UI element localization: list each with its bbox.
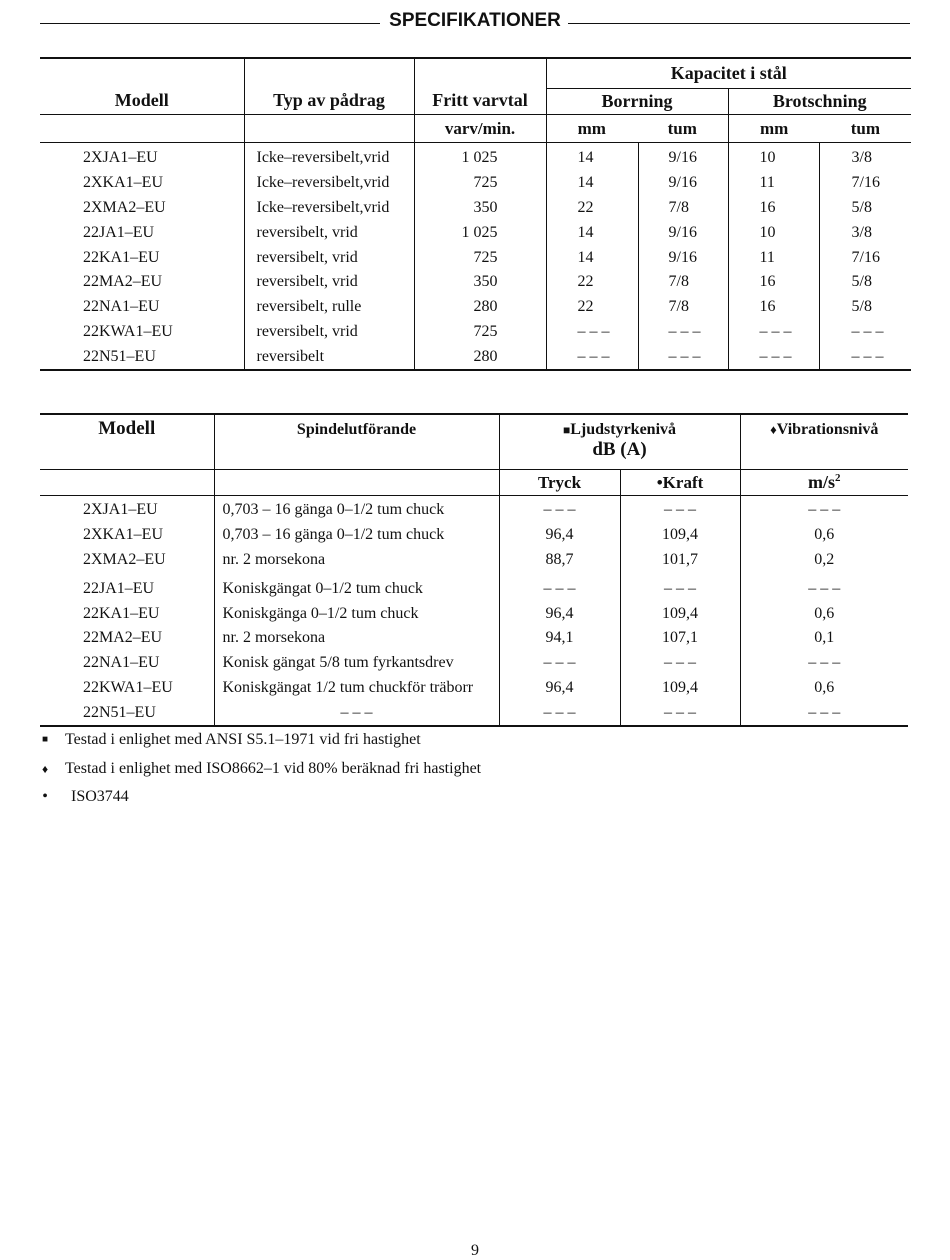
cell-borr-tum: 7/8 bbox=[638, 295, 728, 320]
cell-borr-tum: 9/16 bbox=[638, 220, 728, 245]
square-bullet-icon: ■ bbox=[562, 423, 571, 437]
cell-modell: 22KA1–EU bbox=[83, 248, 160, 266]
cell-typ: reversibelt, rulle bbox=[244, 295, 414, 320]
cell-borr-mm: 22 bbox=[546, 270, 638, 295]
cell-brot-mm: 16 bbox=[728, 270, 819, 295]
cell-tryck: 96,4 bbox=[499, 601, 620, 626]
section-title: SPECIFIKATIONER bbox=[389, 10, 561, 31]
cell-modell: 22N51–EU bbox=[83, 347, 156, 365]
cell-modell: 22JA1–EU bbox=[83, 579, 155, 597]
header2-vib bbox=[740, 414, 908, 470]
table-row bbox=[40, 220, 911, 245]
table-row bbox=[40, 700, 908, 726]
header2-kraft bbox=[620, 470, 740, 496]
cell-borr-tum: 9/16 bbox=[638, 245, 728, 270]
table-row bbox=[40, 626, 908, 651]
cell-kraft: – – – bbox=[620, 651, 740, 676]
cell-brot-tum: 5/8 bbox=[819, 196, 911, 221]
cell-spindel: Koniskgängat 0–1/2 tum chuck bbox=[214, 572, 499, 601]
table-row bbox=[40, 601, 908, 626]
unit2-empty-1 bbox=[40, 470, 214, 496]
dot-bullet-icon: • bbox=[42, 788, 48, 805]
cell-borr-tum: – – – bbox=[638, 344, 728, 370]
cell-varvtal: 1 025 bbox=[414, 220, 546, 245]
cell-varvtal: 350 bbox=[414, 196, 546, 221]
cell-modell: 2XKA1–EU bbox=[83, 174, 163, 192]
cell-brot-mm: 10 bbox=[728, 220, 819, 245]
unit-tum-brotschning: tum bbox=[850, 118, 881, 138]
cell-vibration: – – – bbox=[740, 496, 908, 523]
table-row bbox=[40, 548, 908, 573]
cell-borr-tum: 7/8 bbox=[638, 196, 728, 221]
cell-brot-tum: 7/16 bbox=[819, 171, 911, 196]
header-brotschning: Brotschning bbox=[728, 89, 911, 115]
cell-modell: 22NA1–EU bbox=[83, 298, 160, 316]
header2-ljud-unit: dB (A) bbox=[592, 439, 647, 460]
footnote-text: ISO3744 bbox=[71, 788, 129, 805]
table-row bbox=[40, 676, 908, 701]
cell-modell: 22MA2–EU bbox=[83, 273, 163, 291]
cell-kraft: 109,4 bbox=[620, 601, 740, 626]
cell-spindel: nr. 2 morsekona bbox=[214, 626, 499, 651]
cell-typ: reversibelt, vrid bbox=[244, 320, 414, 345]
page-number: 9 bbox=[471, 1242, 479, 1259]
cell-kraft: – – – bbox=[620, 496, 740, 523]
cell-kraft: 101,7 bbox=[620, 548, 740, 573]
cell-modell: 22MA2–EU bbox=[83, 629, 163, 647]
cell-varvtal: 280 bbox=[414, 295, 546, 320]
cell-spindel: 0,703 – 16 gänga 0–1/2 tum chuck bbox=[214, 523, 499, 548]
cell-brot-tum: 7/16 bbox=[819, 245, 911, 270]
cell-modell: 22KWA1–EU bbox=[83, 678, 173, 696]
cell-varvtal: 725 bbox=[414, 245, 546, 270]
unit-empty-2 bbox=[244, 115, 414, 143]
cell-modell: 2XJA1–EU bbox=[83, 149, 158, 167]
table-row bbox=[40, 572, 908, 601]
cell-vibration: 0,6 bbox=[740, 676, 908, 701]
unit2-empty-2 bbox=[214, 470, 499, 496]
cell-tryck: 94,1 bbox=[499, 626, 620, 651]
cell-kraft: 107,1 bbox=[620, 626, 740, 651]
cell-borr-mm: 22 bbox=[546, 196, 638, 221]
cell-borr-mm: 14 bbox=[546, 143, 638, 171]
cell-borr-tum: 9/16 bbox=[638, 143, 728, 171]
cell-modell: 2XMA2–EU bbox=[83, 550, 166, 568]
cell-tryck: 88,7 bbox=[499, 548, 620, 573]
header2-modell: Modell bbox=[98, 418, 156, 439]
header-borrning: Borrning bbox=[546, 89, 728, 115]
cell-typ: reversibelt bbox=[244, 344, 414, 370]
diamond-bullet-icon: ♦ bbox=[41, 761, 49, 776]
cell-borr-mm: 14 bbox=[546, 171, 638, 196]
header-typ: Typ av pådrag bbox=[244, 58, 414, 115]
unit-brotschning bbox=[728, 115, 911, 143]
diamond-bullet-icon: ♦ bbox=[770, 422, 777, 437]
cell-brot-tum: – – – bbox=[819, 344, 911, 370]
table-row bbox=[40, 143, 911, 171]
cell-kraft: – – – bbox=[620, 572, 740, 601]
cell-brot-mm: 11 bbox=[728, 245, 819, 270]
square-bullet-icon: ■ bbox=[41, 734, 49, 745]
cell-brot-tum: 3/8 bbox=[819, 143, 911, 171]
section-title-row bbox=[40, 10, 910, 36]
cell-typ: Icke–reversibelt,vrid bbox=[244, 143, 414, 171]
table-row bbox=[40, 344, 911, 370]
cell-vibration: 0,6 bbox=[740, 523, 908, 548]
cell-varvtal: 1 025 bbox=[414, 143, 546, 171]
table-row bbox=[40, 171, 911, 196]
unit-varvtal: varv/min. bbox=[414, 115, 546, 143]
table-row bbox=[40, 523, 908, 548]
header-modell: Modell bbox=[114, 90, 169, 110]
cell-borr-tum: 9/16 bbox=[638, 171, 728, 196]
cell-varvtal: 725 bbox=[414, 320, 546, 345]
cell-brot-mm: 16 bbox=[728, 196, 819, 221]
cell-borr-mm: 14 bbox=[546, 245, 638, 270]
cell-vibration: – – – bbox=[740, 651, 908, 676]
capacity-table bbox=[40, 57, 911, 371]
cell-vibration: – – – bbox=[740, 700, 908, 726]
cell-brot-tum: 5/8 bbox=[819, 270, 911, 295]
cell-varvtal: 350 bbox=[414, 270, 546, 295]
cell-vibration: 0,6 bbox=[740, 601, 908, 626]
cell-modell: 2XJA1–EU bbox=[83, 501, 158, 519]
footnote-text: Testad i enlighet med ANSI S5.1–1971 vid fri hastighet bbox=[65, 731, 421, 748]
cell-varvtal: 725 bbox=[414, 171, 546, 196]
cell-vibration: 0,2 bbox=[740, 548, 908, 573]
cell-spindel: Koniskgängat 1/2 tum chuckför träborr bbox=[214, 676, 499, 701]
cell-modell: 22KA1–EU bbox=[83, 604, 160, 622]
cell-brot-tum: 3/8 bbox=[819, 220, 911, 245]
capacity-table-body bbox=[40, 143, 911, 371]
title-rule-left bbox=[40, 23, 380, 24]
unit-tum-borrning: tum bbox=[667, 118, 697, 138]
cell-kraft: – – – bbox=[620, 700, 740, 726]
header2-kraft-label: Kraft bbox=[662, 472, 704, 492]
header2-ljud-label: Ljudstyrkenivå bbox=[570, 421, 677, 438]
title-rule-right bbox=[568, 23, 910, 24]
cell-tryck: 96,4 bbox=[499, 676, 620, 701]
cell-borr-mm: – – – bbox=[546, 320, 638, 345]
cell-typ: Icke–reversibelt,vrid bbox=[244, 196, 414, 221]
header2-vib-unit bbox=[740, 470, 908, 496]
cell-kraft: 109,4 bbox=[620, 676, 740, 701]
table-row bbox=[40, 295, 911, 320]
cell-brot-tum: – – – bbox=[819, 320, 911, 345]
cell-modell: 22N51–EU bbox=[83, 703, 156, 721]
cell-typ: reversibelt, vrid bbox=[244, 270, 414, 295]
cell-brot-mm: 10 bbox=[728, 143, 819, 171]
cell-borr-tum: 7/8 bbox=[638, 270, 728, 295]
header2-vib-label: Vibrationsnivå bbox=[776, 421, 879, 438]
cell-brot-mm: – – – bbox=[728, 344, 819, 370]
cell-tryck: – – – bbox=[499, 572, 620, 601]
header-kapacitet: Kapacitet i stål bbox=[546, 58, 911, 89]
cell-modell: 22JA1–EU bbox=[83, 223, 155, 241]
unit-mm-brotschning: mm bbox=[759, 118, 789, 138]
unit-mm-borrning: mm bbox=[577, 118, 606, 138]
cell-kraft: 109,4 bbox=[620, 523, 740, 548]
cell-typ: reversibelt, vrid bbox=[244, 220, 414, 245]
cell-modell: 2XMA2–EU bbox=[83, 198, 166, 216]
cell-vibration: – – – bbox=[740, 572, 908, 601]
table-row bbox=[40, 651, 908, 676]
cell-typ: reversibelt, vrid bbox=[244, 245, 414, 270]
cell-varvtal: 280 bbox=[414, 344, 546, 370]
noise-vibration-table bbox=[40, 413, 908, 727]
table-row bbox=[40, 496, 908, 523]
cell-borr-mm: 14 bbox=[546, 220, 638, 245]
cell-modell: 22NA1–EU bbox=[83, 654, 160, 672]
cell-brot-mm: 11 bbox=[728, 171, 819, 196]
cell-modell: 2XKA1–EU bbox=[83, 526, 163, 544]
cell-typ: Icke–reversibelt,vrid bbox=[244, 171, 414, 196]
cell-modell: 22KWA1–EU bbox=[83, 322, 173, 340]
table-row bbox=[40, 245, 911, 270]
footnote-text: Testad i enlighet med ISO8662–1 vid 80% beräknad fri hastighet bbox=[65, 759, 482, 777]
header2-ljud bbox=[499, 414, 740, 470]
cell-spindel: Konisk gängat 5/8 tum fyrkantsdrev bbox=[214, 651, 499, 676]
cell-borr-mm: 22 bbox=[546, 295, 638, 320]
vib-unit-base: m/s bbox=[808, 472, 835, 492]
cell-tryck: – – – bbox=[499, 651, 620, 676]
cell-spindel: – – – bbox=[214, 700, 499, 726]
cell-spindel: nr. 2 morsekona bbox=[214, 548, 499, 573]
table-row bbox=[40, 270, 911, 295]
cell-tryck: – – – bbox=[499, 496, 620, 523]
header2-tryck: Tryck bbox=[499, 470, 620, 496]
cell-tryck: – – – bbox=[499, 700, 620, 726]
table-row bbox=[40, 320, 911, 345]
cell-borr-tum: – – – bbox=[638, 320, 728, 345]
cell-brot-tum: 5/8 bbox=[819, 295, 911, 320]
noise-vibration-table-body bbox=[40, 496, 908, 727]
cell-tryck: 96,4 bbox=[499, 523, 620, 548]
cell-spindel: Koniskgänga 0–1/2 tum chuck bbox=[214, 601, 499, 626]
cell-borr-mm: – – – bbox=[546, 344, 638, 370]
header2-spindel: Spindelutförande bbox=[214, 414, 499, 470]
cell-vibration: 0,1 bbox=[740, 626, 908, 651]
cell-spindel: 0,703 – 16 gänga 0–1/2 tum chuck bbox=[214, 496, 499, 523]
unit-empty-1 bbox=[40, 115, 244, 143]
dot-bullet-icon: • bbox=[656, 472, 663, 492]
cell-brot-mm: – – – bbox=[728, 320, 819, 345]
cell-brot-mm: 16 bbox=[728, 295, 819, 320]
table-row bbox=[40, 196, 911, 221]
header-varvtal: Fritt varvtal bbox=[414, 58, 546, 115]
unit-borrning bbox=[546, 115, 728, 143]
vib-unit-exponent: 2 bbox=[835, 472, 841, 484]
